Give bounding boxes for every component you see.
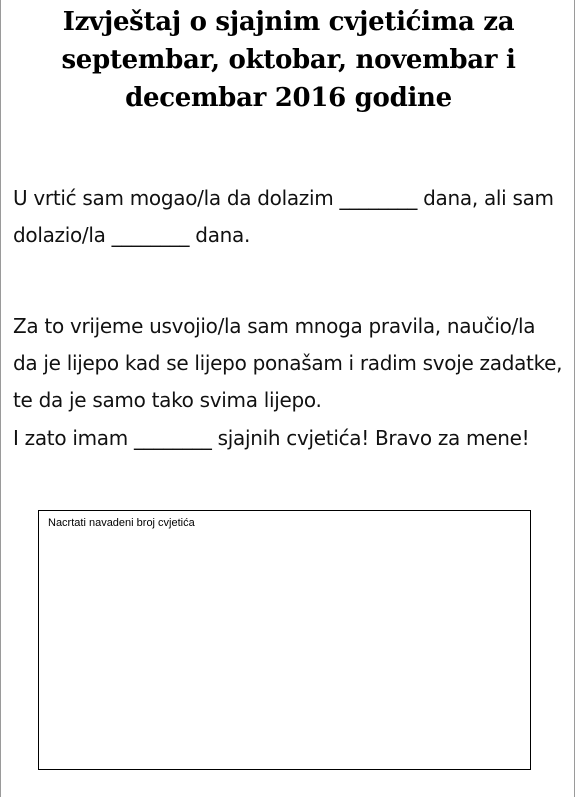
drawing-box[interactable]	[38, 510, 531, 770]
flowers-count-paragraph: I zato imam ________ sjajnih cvjetića! Bravo za mene!	[13, 426, 530, 450]
document-title: Izvještaj o sjajnim cvjetićima za septembar, oktobar, novembar i decembar 2016 godine	[61, 7, 516, 113]
learning-paragraph: Za to vrijeme usvojio/la sam mnoga pravila, naučio/la da je lijepo kad se lijepo ponašam i radim svoje zadatke, te da je samo tako svima lijepo.	[13, 314, 563, 412]
drawing-box-label: Nacrtati navadeni broj cvjetića	[48, 517, 195, 529]
attendance-paragraph: U vrtić sam mogao/la da dolazim ________ dana, ali sam dolazio/la ________ dana.	[13, 186, 554, 247]
